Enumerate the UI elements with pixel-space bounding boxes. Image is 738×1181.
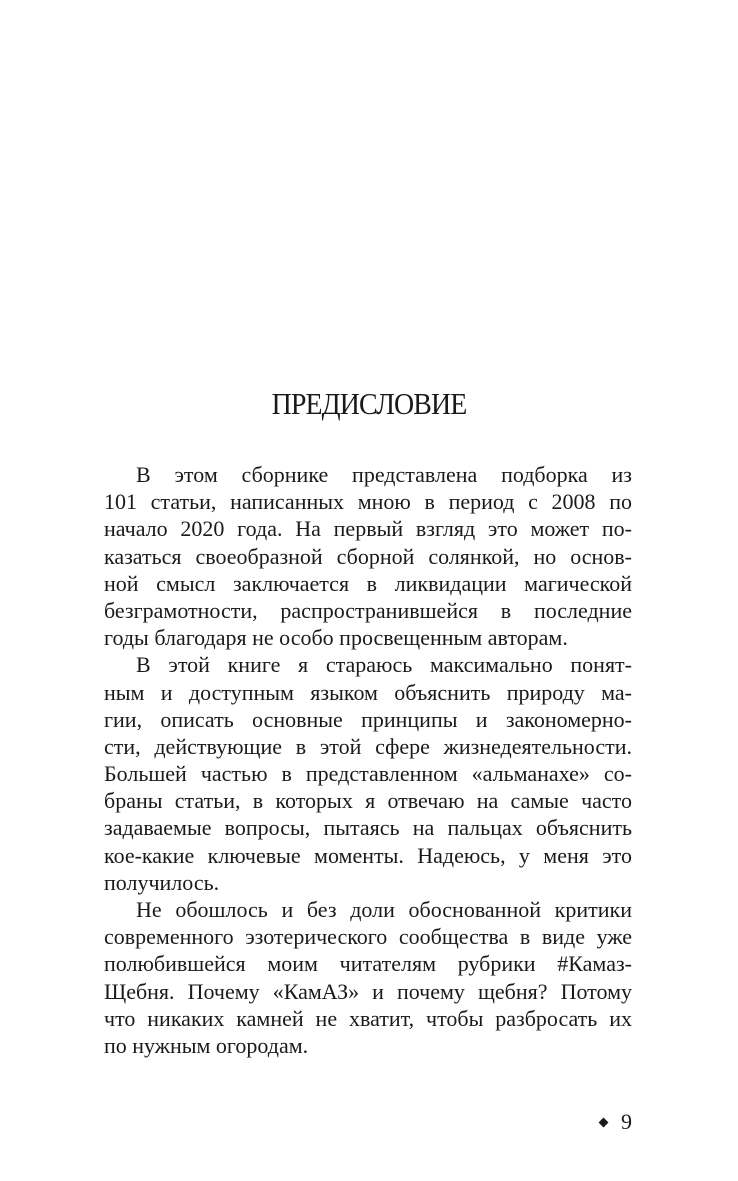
paragraph-1 [104, 461, 632, 651]
text-line: Не обошлось и без доли обоснованной критики [136, 897, 632, 922]
text-line: что никаких камней не хватит, чтобы разбросать их [104, 1005, 632, 1031]
text-line: по нужным огородам. [104, 1032, 309, 1058]
text-line: 101 статьи, написанных мною в период с 2008 по [104, 489, 632, 515]
text-line: сти, действующие в этой сфере жизнедеятельности. [104, 733, 632, 759]
text-line: браны статьи, в которых я отвечаю на самые часто [104, 788, 632, 814]
text-line: В этом сборнике представлена подборка из [136, 462, 632, 487]
page-footer [600, 1108, 632, 1136]
paragraph-2 [104, 651, 632, 896]
diamond-icon [599, 1117, 609, 1127]
text-line: казаться своеобразной сборной солянкой, но основ- [104, 543, 632, 569]
text-line: безграмотности, распространившейся в последние [104, 597, 632, 623]
text-line: получилось. [104, 869, 220, 895]
text-line: Щебня. Почему «КамАЗ» и почему щебня? Потому [104, 978, 632, 1004]
text-line: В этой книге я стараюсь максимально понят- [136, 652, 632, 678]
text-line: современного эзотерического сообщества в виде уже [104, 924, 632, 950]
text-line: ной смысл заключается в ликвидации магической [104, 570, 632, 596]
text-line: Большей частью в представленном «альманахе» со- [104, 761, 632, 787]
page-number: 9 [621, 1109, 632, 1134]
body-text [104, 461, 632, 1059]
text-line: гии, описать основные принципы и закономерно- [104, 706, 632, 732]
text-line: годы благодаря не особо просвещенным авторам. [104, 625, 568, 651]
text-line: ным и доступным языком объяснить природу ма- [104, 679, 632, 705]
paragraph-3 [104, 896, 632, 1059]
text-line: начало 2020 года. На первый взгляд это может по- [104, 516, 632, 542]
chapter-heading: ПРЕДИСЛОВИЕ [271, 386, 467, 421]
text-line: задаваемые вопросы, пытаясь на пальцах объяснить [104, 815, 632, 841]
text-line: полюбившейся моим читателям рубрики #Камаз- [104, 951, 632, 977]
text-line: кое-какие ключевые моменты. Надеюсь, у меня это [104, 842, 632, 868]
